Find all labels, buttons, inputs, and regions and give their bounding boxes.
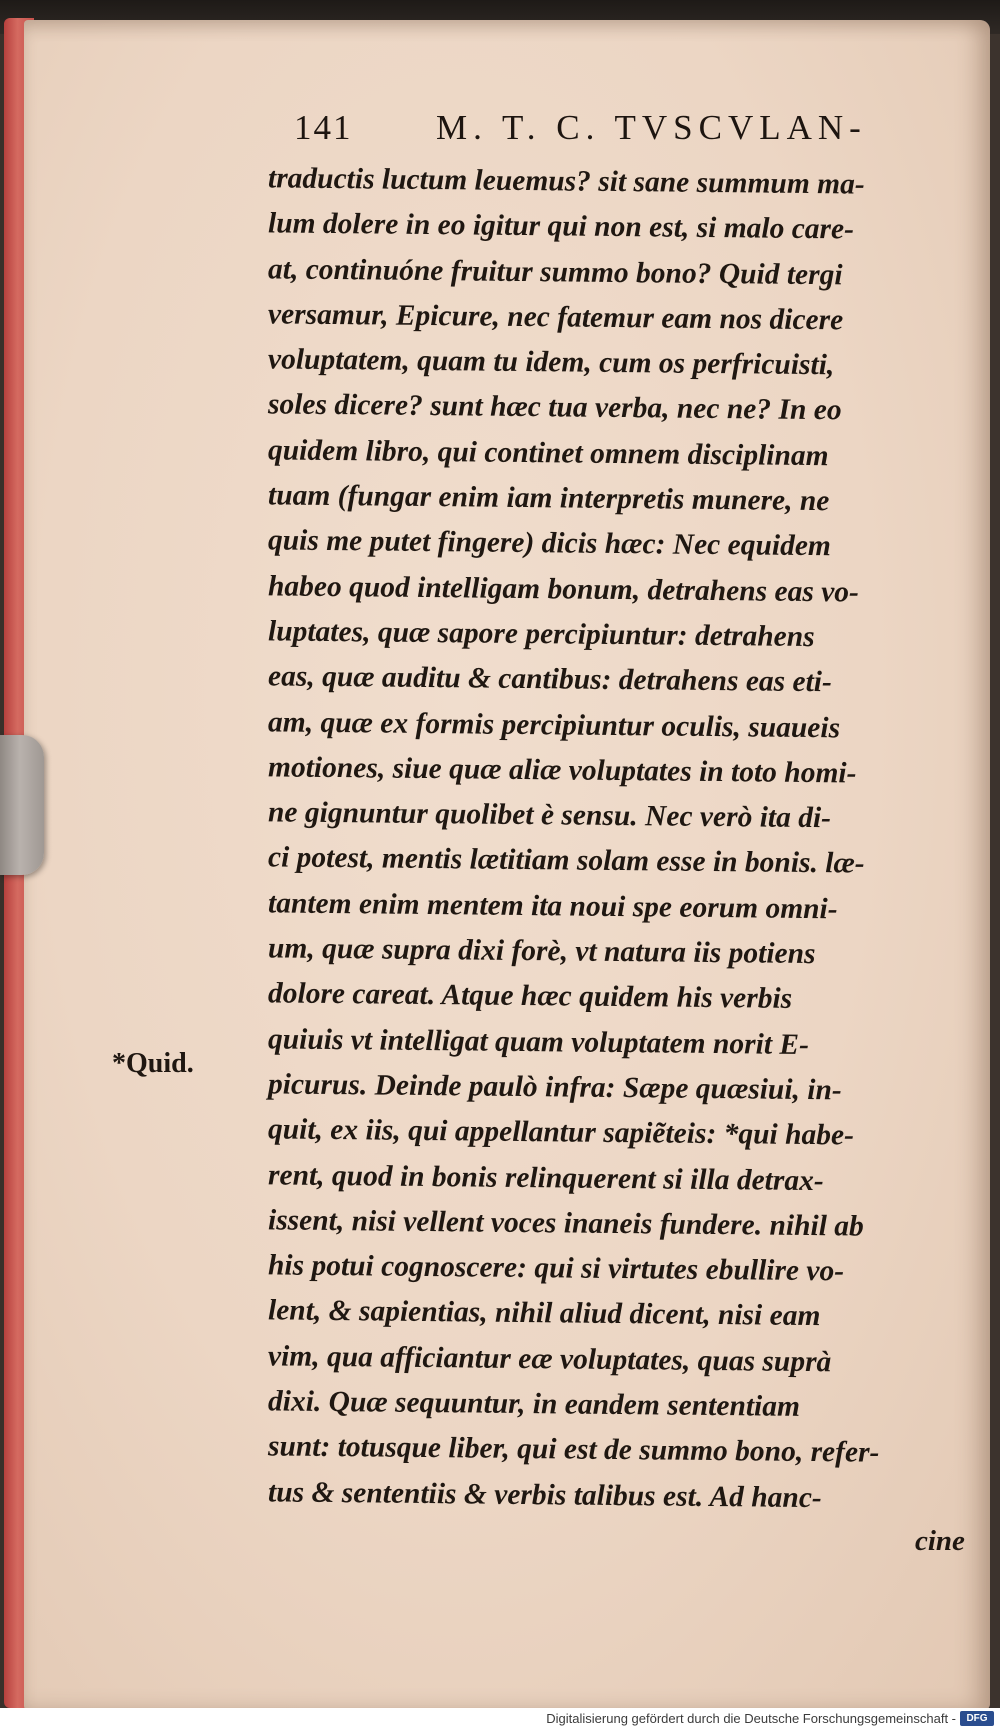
footer-bar (0, 1708, 1000, 1730)
text-line: luptates, quæ sapore percipiuntur: detrahens (268, 615, 815, 654)
text-line: tus & sententiis & verbis talibus est. Ad hanc- (268, 1475, 822, 1514)
dfg-logo-icon: DFG (960, 1711, 994, 1726)
text-line: versamur, Epicure, nec fatemur eam nos dicere (268, 298, 844, 337)
text-line: picurus. Deinde paulò infra: Sæpe quæsiui, in- (268, 1068, 842, 1107)
text-line: his potui cognoscere: qui si virtutes ebullire vo- (268, 1249, 845, 1288)
margin-note: *Quid. (112, 1048, 194, 1079)
text-line: traductis luctum leuemus? sit sane summum ma- (268, 162, 865, 201)
text-line: dixi. Quæ sequuntur, in eandem sententiam (268, 1385, 800, 1423)
body-text (268, 156, 968, 1522)
text-line: sunt: totusque liber, qui est de summo bono, refer- (268, 1430, 880, 1470)
text-line: motiones, siue quæ aliæ voluptates in toto homi- (268, 751, 857, 790)
running-header (294, 108, 914, 158)
text-line: quidem libro, qui continet omnem disciplinam (268, 434, 829, 472)
text-line: tuam (fungar enim iam interpretis munere, ne (268, 479, 830, 518)
text-line: quit, ex iis, qui appellantur sapiẽteis: *qui habe- (268, 1113, 854, 1152)
text-line: habeo quod intelligam bonum, detrahens eas vo- (268, 570, 859, 609)
text-line: eas, quæ auditu & cantibus: detrahens eas eti- (268, 660, 832, 699)
page-clip (0, 735, 44, 875)
text-line: rent, quod in bonis relinquerent si illa detrax- (268, 1158, 824, 1197)
text-line: lent, & sapientias, nihil aliud dicent, nisi eam (268, 1294, 821, 1333)
text-line: dolore careat. Atque hæc quidem his verbis (268, 977, 793, 1016)
text-line: issent, nisi vellent voces inaneis fundere. nihil ab (268, 1204, 864, 1243)
text-line: quis me putet fingere) dicis hæc: Nec equidem (268, 524, 831, 563)
text-line: um, quæ supra dixi forè, vt natura iis potiens (268, 932, 816, 971)
text-line: lum dolere in eo igitur qui non est, si malo care- (268, 207, 854, 246)
text-line: am, quæ ex formis percipiuntur oculis, suaueis (268, 705, 841, 744)
text-line: voluptatem, quam tu idem, cum os perfricuisti, (268, 343, 835, 382)
text-line: ne gignuntur quolibet è sensu. Nec verò ita di- (268, 796, 831, 835)
catchword: cine (915, 1525, 965, 1557)
text-line: vim, qua afficiantur eæ voluptates, quas suprà (268, 1340, 832, 1378)
text-line: at, continuóne fruitur summo bono? Quid tergi (268, 252, 843, 291)
text-line: soles dicere? sunt hæc tua verba, nec ne? In eo (268, 388, 842, 427)
page-number: 141 (294, 108, 353, 147)
text-line: tantem enim mentem ita noui spe eorum omni- (268, 887, 838, 926)
text-line: quiuis vt intelligat quam voluptatem norit E- (268, 1022, 809, 1061)
running-title: M. T. C. TVSCVLAN- (436, 108, 867, 147)
text-line: ci potest, mentis lætitiam solam esse in bonis. læ- (268, 841, 865, 881)
footer-credit: Digitalisierung gefördert durch die Deutsche Forschungsgemeinschaft - (546, 1711, 956, 1726)
